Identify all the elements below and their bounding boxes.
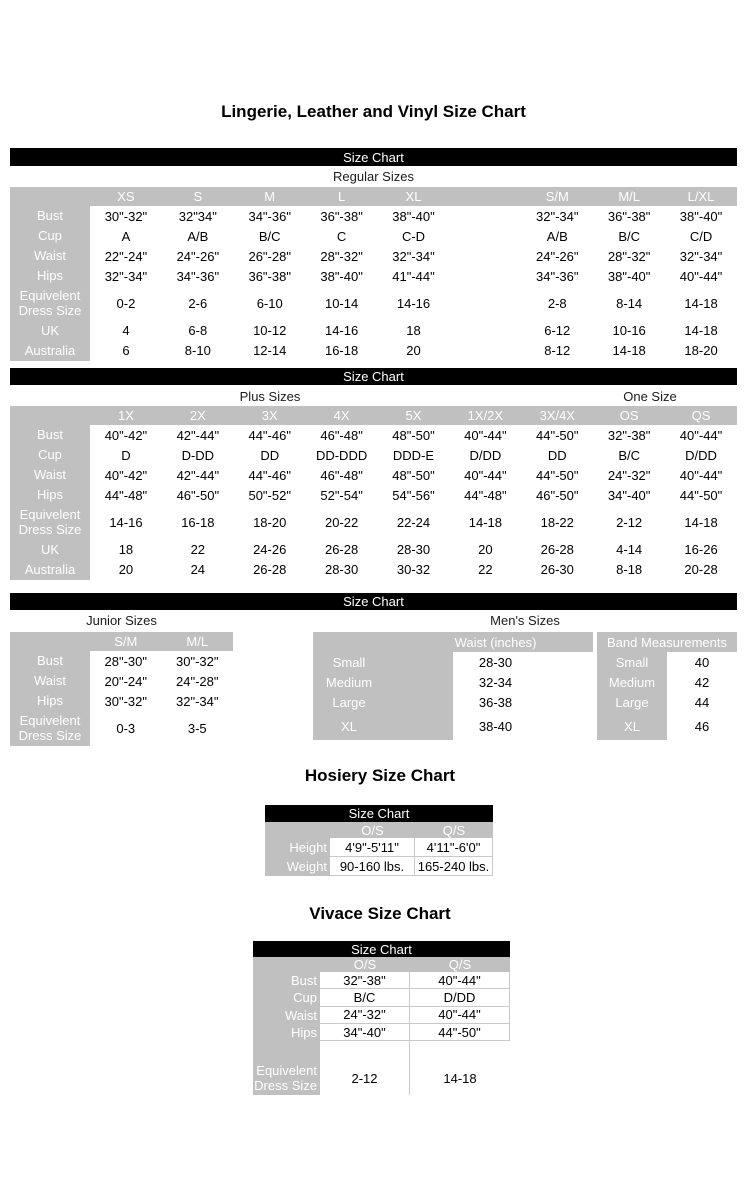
row-label: Waist (253, 1007, 320, 1024)
size-value-cell: 34"-36" (162, 266, 234, 286)
spacer-cell (253, 1041, 320, 1061)
size-value-cell: 26-28 (234, 560, 306, 580)
size-value-cell: 42"-44" (162, 465, 234, 485)
row-label: Hips (10, 485, 90, 505)
size-column-header: L (306, 187, 378, 206)
size-value-cell: 30"-32" (162, 651, 234, 671)
size-value-cell: 46 (667, 712, 737, 740)
size-value-cell: 32"-38" (593, 425, 665, 445)
size-column-header: M (234, 187, 306, 206)
size-value-cell: 26-28 (306, 540, 378, 560)
size-column-header: M/L (162, 632, 234, 651)
row-label: Equivelent Dress Size (10, 711, 90, 746)
size-column-header: O/S (320, 957, 410, 972)
size-value-cell: 30"-32" (90, 691, 162, 711)
mens-waist-table (313, 632, 593, 740)
size-value-cell: 14-18 (665, 321, 737, 341)
size-value-cell: 8-12 (521, 341, 593, 361)
size-column-header: 3X (234, 406, 306, 425)
size-column-header: M/L (593, 187, 665, 206)
size-value-cell: 2-12 (593, 505, 665, 540)
size-value-cell: DD (521, 445, 593, 465)
size-column-header: QS (665, 406, 737, 425)
row-label: Waist (10, 465, 90, 485)
size-value-cell: 22 (162, 540, 234, 560)
size-column-header: 5X (378, 406, 450, 425)
spacer-cell (410, 1041, 510, 1061)
size-value-cell: 28"-32" (593, 246, 665, 266)
hosiery-title: Hosiery Size Chart (304, 766, 456, 785)
size-value-cell: 18-22 (521, 505, 593, 540)
size-value-cell: 8-10 (162, 341, 234, 361)
row-label: UK (10, 540, 90, 560)
size-value-cell: 44"-46" (234, 425, 306, 445)
size-value-cell: 6 (90, 341, 162, 361)
size-value-cell: 10-12 (234, 321, 306, 341)
size-value-cell: 14-18 (593, 341, 665, 361)
mens-sizes-label: Men's Sizes (490, 613, 560, 628)
size-value-cell: 6-10 (234, 286, 306, 321)
row-label: Australia (10, 341, 90, 361)
size-value-cell: 44"-48" (90, 485, 162, 505)
regular-sizes-table (10, 187, 737, 361)
size-value-cell: 30"-32" (90, 206, 162, 226)
size-value-cell: 34"-36" (521, 266, 593, 286)
size-value-cell: 4'11"-6'0" (415, 838, 493, 857)
one-size-label: One Size (623, 389, 677, 404)
vivace-table (253, 941, 510, 1095)
size-value-cell: 38-40 (453, 712, 593, 740)
size-value-cell: 46"-48" (306, 465, 378, 485)
size-column-header: L/XL (665, 187, 737, 206)
row-label: XL (597, 712, 667, 740)
size-value-cell: 4-14 (593, 540, 665, 560)
size-value-cell: 48"-50" (378, 425, 450, 445)
row-label: Australia (10, 560, 90, 580)
size-value-cell: 44"-50" (410, 1024, 510, 1041)
mens-table-header: Waist (inches) (313, 632, 593, 652)
size-value-cell: DD-DDD (306, 445, 378, 465)
size-value-cell: 20-22 (306, 505, 378, 540)
size-column-header: OS (593, 406, 665, 425)
size-value-cell: 44"-48" (449, 485, 521, 505)
row-label: UK (10, 321, 90, 341)
size-value-cell: DD (234, 445, 306, 465)
header-corner-cell (253, 957, 320, 972)
row-label: Cup (10, 445, 90, 465)
hosiery-grid (265, 822, 493, 876)
regular-sizes-label: Regular Sizes (333, 169, 414, 184)
size-value-cell: 2-12 (320, 1061, 410, 1095)
size-value-cell: 8-14 (593, 286, 665, 321)
row-label: Bust (10, 206, 90, 226)
size-value-cell: D/DD (449, 445, 521, 465)
spacer-cell (320, 1041, 410, 1061)
size-value-cell: 38"-40" (665, 206, 737, 226)
row-label: Cup (253, 989, 320, 1006)
size-value-cell: 20 (378, 341, 450, 361)
size-column-header: XS (90, 187, 162, 206)
size-value-cell: 24"-28" (162, 671, 234, 691)
row-label: Cup (10, 226, 90, 246)
size-value-cell: 90-160 lbs. (330, 857, 415, 876)
size-value-cell: 14-16 (90, 505, 162, 540)
size-value-cell: 36"-38" (306, 206, 378, 226)
size-value-cell: 44"-50" (665, 485, 737, 505)
gap-cell (449, 246, 521, 266)
row-label: Weight (265, 857, 330, 876)
size-value-cell: 44"-50" (521, 425, 593, 445)
row-label: Hips (10, 691, 90, 711)
size-value-cell: 40 (667, 652, 737, 672)
row-label: Equivelent Dress Size (10, 505, 90, 540)
size-column-header: 1X (90, 406, 162, 425)
row-label: Equivelent Dress Size (253, 1061, 320, 1095)
size-value-cell: 4 (90, 321, 162, 341)
size-value-cell: 41"-44" (378, 266, 450, 286)
gap-cell (449, 341, 521, 361)
size-value-cell: D/DD (665, 445, 737, 465)
size-value-cell: C/D (665, 226, 737, 246)
row-label: Waist (10, 246, 90, 266)
size-chart-bar-label: Size Chart (351, 941, 412, 957)
gap-cell (449, 226, 521, 246)
size-column-header: S (162, 187, 234, 206)
row-label: Bust (10, 425, 90, 445)
size-value-cell: 14-18 (410, 1061, 510, 1095)
size-value-cell: 20 (449, 540, 521, 560)
size-value-cell: C-D (378, 226, 450, 246)
size-value-cell: 34"-36" (234, 206, 306, 226)
size-value-cell: 6-12 (521, 321, 593, 341)
size-value-cell: 26-30 (521, 560, 593, 580)
gap-cell (449, 286, 521, 321)
size-value-cell: 14-16 (378, 286, 450, 321)
size-value-cell: C (306, 226, 378, 246)
size-value-cell: 10-16 (593, 321, 665, 341)
size-column-header: Q/S (415, 822, 493, 838)
hosiery-table (265, 805, 493, 876)
size-column-header: Q/S (410, 957, 510, 972)
size-value-cell: 32"-34" (162, 691, 234, 711)
size-value-cell: 28"-30" (90, 651, 162, 671)
header-corner-cell (10, 632, 90, 651)
size-value-cell: 18 (90, 540, 162, 560)
size-value-cell: B/C (593, 445, 665, 465)
size-value-cell: 24"-32" (593, 465, 665, 485)
size-value-cell: 2-6 (162, 286, 234, 321)
size-value-cell: 32"-34" (378, 246, 450, 266)
size-value-cell: 14-18 (449, 505, 521, 540)
gap-cell (449, 206, 521, 226)
size-value-cell: 28-30 (306, 560, 378, 580)
size-value-cell: 44"-50" (521, 465, 593, 485)
size-value-cell: 28-30 (453, 652, 593, 672)
size-chart-bar-label: Size Chart (343, 149, 404, 165)
size-chart-bar-plus (10, 368, 737, 385)
size-value-cell: 32"-38" (320, 972, 410, 989)
size-column-header: O/S (330, 822, 415, 838)
size-value-cell: DDD-E (378, 445, 450, 465)
size-value-cell: 52"-54" (306, 485, 378, 505)
size-value-cell: 54"-56" (378, 485, 450, 505)
size-value-cell: 26-28 (521, 540, 593, 560)
plus-sizes-table (10, 406, 737, 580)
size-value-cell: 32"-34" (521, 206, 593, 226)
size-value-cell: 6-8 (162, 321, 234, 341)
size-value-cell: 20-28 (665, 560, 737, 580)
row-label: Small (313, 652, 453, 672)
size-chart-bar-vivace (253, 941, 510, 957)
size-column-header: S/M (521, 187, 593, 206)
size-value-cell: 32"-34" (665, 246, 737, 266)
size-value-cell: B/C (593, 226, 665, 246)
size-value-cell: 32"34" (162, 206, 234, 226)
size-value-cell: 44"-46" (234, 465, 306, 485)
size-value-cell: 10-14 (306, 286, 378, 321)
size-value-cell: 32"-34" (90, 266, 162, 286)
size-chart-bar-junior-mens (10, 593, 737, 610)
size-value-cell: 0-2 (90, 286, 162, 321)
size-value-cell: 36"-38" (234, 266, 306, 286)
row-label: Large (313, 692, 453, 712)
vivace-grid (253, 957, 510, 1095)
size-value-cell: 40"-44" (449, 425, 521, 445)
size-column-header: 1X/2X (449, 406, 521, 425)
size-value-cell: 38"-40" (378, 206, 450, 226)
row-label: Height (265, 838, 330, 857)
size-value-cell: A (90, 226, 162, 246)
vivace-title: Vivace Size Chart (309, 904, 451, 923)
size-value-cell: 18-20 (665, 341, 737, 361)
size-value-cell: 36-38 (453, 692, 593, 712)
size-value-cell: 46"-50" (521, 485, 593, 505)
size-value-cell: 28"-32" (306, 246, 378, 266)
row-label: Hips (10, 266, 90, 286)
size-value-cell: 48"-50" (378, 465, 450, 485)
size-value-cell: 36"-38" (593, 206, 665, 226)
page-title: Lingerie, Leather and Vinyl Size Chart (221, 102, 526, 121)
row-label: Medium (597, 672, 667, 692)
header-corner-cell (10, 187, 90, 206)
size-value-cell: 40"-44" (665, 266, 737, 286)
size-value-cell: 30-32 (378, 560, 450, 580)
size-chart-bar-label: Size Chart (348, 806, 410, 821)
size-column-header: 2X (162, 406, 234, 425)
size-value-cell: 3-5 (162, 711, 234, 746)
size-chart-bar-label: Size Chart (343, 369, 404, 384)
size-value-cell: 44 (667, 692, 737, 712)
size-value-cell: 14-16 (306, 321, 378, 341)
size-value-cell: 32-34 (453, 672, 593, 692)
size-value-cell: 14-18 (665, 286, 737, 321)
size-value-cell: 16-18 (306, 341, 378, 361)
size-value-cell: 46"-48" (306, 425, 378, 445)
size-value-cell: 24 (162, 560, 234, 580)
size-value-cell: 22"-24" (90, 246, 162, 266)
size-column-header: XL (378, 187, 450, 206)
size-value-cell: 20 (90, 560, 162, 580)
row-label: Large (597, 692, 667, 712)
size-value-cell: 22-24 (378, 505, 450, 540)
junior-sizes-table (10, 632, 233, 746)
header-corner-cell (10, 406, 90, 425)
size-value-cell: 42 (667, 672, 737, 692)
size-value-cell: 50"-52" (234, 485, 306, 505)
size-value-cell: 2-8 (521, 286, 593, 321)
size-value-cell: B/C (234, 226, 306, 246)
size-value-cell: 24-26 (234, 540, 306, 560)
row-label: Bust (10, 651, 90, 671)
row-label: Hips (253, 1024, 320, 1041)
size-value-cell: 38"-40" (593, 266, 665, 286)
size-value-cell: 26"-28" (234, 246, 306, 266)
header-corner-cell (265, 822, 330, 838)
size-value-cell: A/B (521, 226, 593, 246)
size-value-cell: 165-240 lbs. (415, 857, 493, 876)
size-value-cell: 42"-44" (162, 425, 234, 445)
size-chart-bar-hosiery (265, 805, 493, 822)
size-value-cell: 40"-42" (90, 465, 162, 485)
size-value-cell: 20"-24" (90, 671, 162, 691)
size-value-cell: 22 (449, 560, 521, 580)
size-value-cell: 38"-40" (306, 266, 378, 286)
mens-band-table (597, 632, 737, 740)
size-value-cell: 40"-44" (665, 465, 737, 485)
size-value-cell: 12-14 (234, 341, 306, 361)
row-label: Waist (10, 671, 90, 691)
size-value-cell: 4'9"-5'11" (330, 838, 415, 857)
size-value-cell: 24"-26" (162, 246, 234, 266)
size-chart-bar-regular (10, 148, 737, 166)
size-value-cell: 16-18 (162, 505, 234, 540)
size-column-header: 3X/4X (521, 406, 593, 425)
size-value-cell: 40"-44" (449, 465, 521, 485)
size-value-cell: B/C (320, 989, 410, 1006)
row-label: Small (597, 652, 667, 672)
row-label: Bust (253, 972, 320, 989)
size-value-cell: 46"-50" (162, 485, 234, 505)
plus-sizes-label: Plus Sizes (239, 389, 301, 404)
size-column-header (449, 187, 521, 206)
size-value-cell: 18-20 (234, 505, 306, 540)
size-value-cell: 24"-32" (320, 1007, 410, 1024)
size-value-cell: 24"-26" (521, 246, 593, 266)
size-value-cell: 18 (378, 321, 450, 341)
size-value-cell: D-DD (162, 445, 234, 465)
size-column-header: S/M (90, 632, 162, 651)
size-value-cell: 40"-44" (665, 425, 737, 445)
size-value-cell: 40"-42" (90, 425, 162, 445)
size-value-cell: D/DD (410, 989, 510, 1006)
size-value-cell: 0-3 (90, 711, 162, 746)
size-value-cell: D (90, 445, 162, 465)
size-value-cell: 16-26 (665, 540, 737, 560)
mens-table-header: Band Measurements (597, 632, 737, 652)
size-value-cell: 34"-40" (320, 1024, 410, 1041)
size-column-header: 4X (306, 406, 378, 425)
size-value-cell: 28-30 (378, 540, 450, 560)
size-value-cell: 40"-44" (410, 1007, 510, 1024)
row-label: Equivelent Dress Size (10, 286, 90, 321)
size-value-cell: 34"-40" (593, 485, 665, 505)
size-chart-bar-label: Size Chart (343, 594, 404, 609)
row-label: Medium (313, 672, 453, 692)
size-value-cell: 8-18 (593, 560, 665, 580)
junior-sizes-label: Junior Sizes (86, 613, 157, 628)
size-value-cell: 40"-44" (410, 972, 510, 989)
size-value-cell: 14-18 (665, 505, 737, 540)
gap-cell (449, 266, 521, 286)
size-value-cell: A/B (162, 226, 234, 246)
row-label: XL (313, 712, 453, 740)
gap-cell (449, 321, 521, 341)
